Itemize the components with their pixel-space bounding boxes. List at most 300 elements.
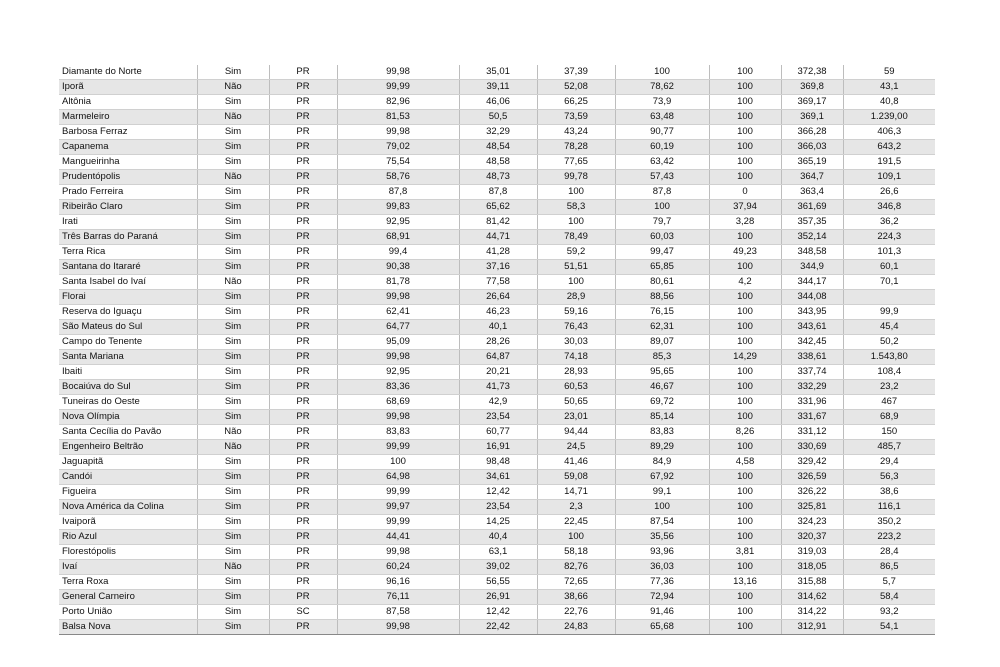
value1-cell: 99,98 [337,350,459,365]
value7-cell: 116,1 [843,500,935,515]
flag-cell: Sim [197,605,269,620]
table-row [59,290,935,305]
value3-cell: 100 [537,275,615,290]
value4-cell: 100 [615,200,709,215]
value6-cell: 319,03 [781,545,843,560]
uf-cell: PR [269,95,337,110]
value2-cell: 56,55 [459,575,537,590]
flag-cell: Não [197,440,269,455]
value1-cell: 99,97 [337,500,459,515]
value3-cell: 82,76 [537,560,615,575]
uf-cell: PR [269,215,337,230]
uf-cell: PR [269,530,337,545]
value5-cell: 100 [709,410,781,425]
value5-cell: 100 [709,140,781,155]
table-row [59,515,935,530]
value5-cell: 100 [709,260,781,275]
value7-cell: 5,7 [843,575,935,590]
municipio-cell: Balsa Nova [59,620,197,635]
value1-cell: 92,95 [337,365,459,380]
value5-cell: 100 [709,110,781,125]
value7-cell: 29,4 [843,455,935,470]
table-row [59,170,935,185]
value7-cell: 60,1 [843,260,935,275]
value2-cell: 65,62 [459,200,537,215]
value4-cell: 100 [615,500,709,515]
value3-cell: 37,39 [537,65,615,80]
value6-cell: 369,1 [781,110,843,125]
value1-cell: 99,99 [337,440,459,455]
value1-cell: 95,09 [337,335,459,350]
value6-cell: 343,95 [781,305,843,320]
value1-cell: 99,98 [337,290,459,305]
value7-cell: 485,7 [843,440,935,455]
flag-cell: Sim [197,320,269,335]
value3-cell: 23,01 [537,410,615,425]
value4-cell: 63,48 [615,110,709,125]
uf-cell: PR [269,515,337,530]
municipio-cell: Diamante do Norte [59,65,197,80]
value2-cell: 40,1 [459,320,537,335]
table-row [59,380,935,395]
flag-cell: Não [197,110,269,125]
uf-cell: PR [269,470,337,485]
municipio-cell: Bocaiúva do Sul [59,380,197,395]
uf-cell: PR [269,575,337,590]
flag-cell: Sim [197,215,269,230]
value5-cell: 100 [709,65,781,80]
uf-cell: PR [269,110,337,125]
value1-cell: 92,95 [337,215,459,230]
value6-cell: 312,91 [781,620,843,635]
municipio-cell: Ivaiporã [59,515,197,530]
value2-cell: 23,54 [459,500,537,515]
value1-cell: 90,38 [337,260,459,275]
flag-cell: Sim [197,590,269,605]
value1-cell: 83,36 [337,380,459,395]
value1-cell: 44,41 [337,530,459,545]
table-row [59,560,935,575]
value3-cell: 99,78 [537,170,615,185]
municipio-cell: Santa Cecília do Pavão [59,425,197,440]
table-row [59,395,935,410]
value4-cell: 69,72 [615,395,709,410]
value6-cell: 330,69 [781,440,843,455]
uf-cell: PR [269,365,337,380]
value4-cell: 87,54 [615,515,709,530]
value7-cell: 643,2 [843,140,935,155]
value5-cell: 3,28 [709,215,781,230]
value4-cell: 80,61 [615,275,709,290]
value5-cell: 37,94 [709,200,781,215]
value4-cell: 100 [615,65,709,80]
value4-cell: 79,7 [615,215,709,230]
value2-cell: 63,1 [459,545,537,560]
value3-cell: 72,65 [537,575,615,590]
uf-cell: PR [269,245,337,260]
table-row [59,200,935,215]
value3-cell: 52,08 [537,80,615,95]
value3-cell: 100 [537,185,615,200]
municipio-cell: Iporã [59,80,197,95]
flag-cell: Sim [197,545,269,560]
value1-cell: 68,91 [337,230,459,245]
value4-cell: 85,14 [615,410,709,425]
uf-cell: SC [269,605,337,620]
flag-cell: Sim [197,140,269,155]
municipio-cell: Santana do Itararé [59,260,197,275]
value3-cell: 66,25 [537,95,615,110]
municipio-cell: Campo do Tenente [59,335,197,350]
value6-cell: 325,81 [781,500,843,515]
value3-cell: 59,16 [537,305,615,320]
value5-cell: 100 [709,125,781,140]
value7-cell: 1.239,00 [843,110,935,125]
value1-cell: 60,24 [337,560,459,575]
value6-cell: 361,69 [781,200,843,215]
value4-cell: 63,42 [615,155,709,170]
value5-cell: 100 [709,470,781,485]
table-row [59,470,935,485]
value3-cell: 2,3 [537,500,615,515]
value3-cell: 78,28 [537,140,615,155]
flag-cell: Sim [197,200,269,215]
value1-cell: 99,4 [337,245,459,260]
municipio-cell: Engenheiro Beltrão [59,440,197,455]
value5-cell: 100 [709,590,781,605]
value7-cell: 150 [843,425,935,440]
value2-cell: 44,71 [459,230,537,245]
value2-cell: 26,64 [459,290,537,305]
municipio-cell: Marmeleiro [59,110,197,125]
uf-cell: PR [269,560,337,575]
municipio-cell: Porto União [59,605,197,620]
value3-cell: 28,9 [537,290,615,305]
value5-cell: 100 [709,395,781,410]
value4-cell: 76,15 [615,305,709,320]
value6-cell: 314,62 [781,590,843,605]
value4-cell: 67,92 [615,470,709,485]
flag-cell: Sim [197,125,269,140]
value7-cell: 86,5 [843,560,935,575]
value1-cell: 100 [337,455,459,470]
value2-cell: 40,4 [459,530,537,545]
value6-cell: 343,61 [781,320,843,335]
flag-cell: Não [197,560,269,575]
value5-cell: 100 [709,320,781,335]
value3-cell: 41,46 [537,455,615,470]
value6-cell: 344,17 [781,275,843,290]
value6-cell: 364,7 [781,170,843,185]
value7-cell: 108,4 [843,365,935,380]
table-row [59,215,935,230]
value7-cell: 38,6 [843,485,935,500]
municipio-cell: Mangueirinha [59,155,197,170]
table-row [59,140,935,155]
uf-cell: PR [269,485,337,500]
municipio-cell: Tuneiras do Oeste [59,395,197,410]
flag-cell: Sim [197,470,269,485]
value4-cell: 89,29 [615,440,709,455]
value2-cell: 50,5 [459,110,537,125]
uf-cell: PR [269,230,337,245]
uf-cell: PR [269,350,337,365]
table-row [59,275,935,290]
value5-cell: 100 [709,380,781,395]
uf-cell: PR [269,125,337,140]
value7-cell: 36,2 [843,215,935,230]
value1-cell: 83,83 [337,425,459,440]
value4-cell: 36,03 [615,560,709,575]
uf-cell: PR [269,170,337,185]
value6-cell: 366,28 [781,125,843,140]
value3-cell: 38,66 [537,590,615,605]
municipio-cell: Ivaí [59,560,197,575]
value6-cell: 331,12 [781,425,843,440]
value2-cell: 87,8 [459,185,537,200]
value7-cell: 93,2 [843,605,935,620]
value4-cell: 60,19 [615,140,709,155]
value2-cell: 48,58 [459,155,537,170]
value7-cell: 1.543,80 [843,350,935,365]
flag-cell: Sim [197,65,269,80]
value1-cell: 99,99 [337,80,459,95]
value6-cell: 338,61 [781,350,843,365]
flag-cell: Não [197,275,269,290]
value3-cell: 50,65 [537,395,615,410]
value4-cell: 60,03 [615,230,709,245]
uf-cell: PR [269,335,337,350]
value6-cell: 344,9 [781,260,843,275]
value2-cell: 77,58 [459,275,537,290]
municipio-cell: Altônia [59,95,197,110]
value4-cell: 77,36 [615,575,709,590]
value7-cell: 26,6 [843,185,935,200]
data-table [59,65,935,635]
table-row [59,320,935,335]
value6-cell: 366,03 [781,140,843,155]
table-body [59,65,935,635]
value3-cell: 58,18 [537,545,615,560]
municipio-cell: Candói [59,470,197,485]
value2-cell: 42,9 [459,395,537,410]
municipio-cell: Três Barras do Paraná [59,230,197,245]
value7-cell: 191,5 [843,155,935,170]
value1-cell: 99,98 [337,410,459,425]
value7-cell: 58,4 [843,590,935,605]
table-row [59,65,935,80]
table-row [59,365,935,380]
value7-cell: 109,1 [843,170,935,185]
uf-cell: PR [269,320,337,335]
value6-cell: 326,59 [781,470,843,485]
value6-cell: 342,45 [781,335,843,350]
value3-cell: 14,71 [537,485,615,500]
value6-cell: 315,88 [781,575,843,590]
value5-cell: 100 [709,500,781,515]
flag-cell: Sim [197,260,269,275]
value7-cell: 406,3 [843,125,935,140]
uf-cell: PR [269,140,337,155]
value2-cell: 12,42 [459,605,537,620]
municipio-cell: General Carneiro [59,590,197,605]
uf-cell: PR [269,380,337,395]
value5-cell: 100 [709,155,781,170]
flag-cell: Sim [197,155,269,170]
value1-cell: 99,98 [337,620,459,635]
value4-cell: 90,77 [615,125,709,140]
value5-cell: 100 [709,305,781,320]
flag-cell: Não [197,425,269,440]
value5-cell: 100 [709,95,781,110]
value1-cell: 99,98 [337,125,459,140]
value2-cell: 81,42 [459,215,537,230]
value6-cell: 331,67 [781,410,843,425]
value5-cell: 100 [709,530,781,545]
value4-cell: 93,96 [615,545,709,560]
uf-cell: PR [269,455,337,470]
flag-cell: Sim [197,455,269,470]
uf-cell: PR [269,80,337,95]
value2-cell: 16,91 [459,440,537,455]
value1-cell: 58,76 [337,170,459,185]
value7-cell: 40,8 [843,95,935,110]
uf-cell: PR [269,305,337,320]
value6-cell: 369,17 [781,95,843,110]
value5-cell: 100 [709,515,781,530]
municipio-cell: Prudentópolis [59,170,197,185]
municipio-cell: São Mateus do Sul [59,320,197,335]
value3-cell: 51,51 [537,260,615,275]
value5-cell: 100 [709,605,781,620]
municipio-cell: Santa Isabel do Ivaí [59,275,197,290]
value7-cell [843,290,935,305]
value7-cell: 23,2 [843,380,935,395]
uf-cell: PR [269,290,337,305]
municipio-cell: Figueira [59,485,197,500]
value4-cell: 85,3 [615,350,709,365]
table-row [59,605,935,620]
value3-cell: 28,93 [537,365,615,380]
uf-cell: PR [269,410,337,425]
value7-cell: 43,1 [843,80,935,95]
uf-cell: PR [269,425,337,440]
value2-cell: 39,11 [459,80,537,95]
value5-cell: 14,29 [709,350,781,365]
value7-cell: 54,1 [843,620,935,635]
value5-cell: 100 [709,230,781,245]
value5-cell: 100 [709,485,781,500]
table-row [59,545,935,560]
flag-cell: Sim [197,410,269,425]
value5-cell: 4,2 [709,275,781,290]
value5-cell: 100 [709,290,781,305]
flag-cell: Sim [197,245,269,260]
table-row [59,620,935,635]
municipio-cell: Florai [59,290,197,305]
value1-cell: 87,8 [337,185,459,200]
value5-cell: 100 [709,440,781,455]
value7-cell: 56,3 [843,470,935,485]
table-row [59,455,935,470]
flag-cell: Não [197,170,269,185]
value4-cell: 35,56 [615,530,709,545]
value5-cell: 4,58 [709,455,781,470]
value3-cell: 59,08 [537,470,615,485]
value2-cell: 39,02 [459,560,537,575]
value7-cell: 350,2 [843,515,935,530]
uf-cell: PR [269,395,337,410]
value6-cell: 363,4 [781,185,843,200]
municipio-cell: Ibaiti [59,365,197,380]
value7-cell: 70,1 [843,275,935,290]
value1-cell: 81,78 [337,275,459,290]
municipio-cell: Jaguapitã [59,455,197,470]
value4-cell: 91,46 [615,605,709,620]
value2-cell: 26,91 [459,590,537,605]
value2-cell: 46,06 [459,95,537,110]
value2-cell: 48,54 [459,140,537,155]
table-row [59,335,935,350]
value4-cell: 88,56 [615,290,709,305]
value1-cell: 96,16 [337,575,459,590]
flag-cell: Sim [197,95,269,110]
municipio-cell: Barbosa Ferraz [59,125,197,140]
value3-cell: 30,03 [537,335,615,350]
value2-cell: 48,73 [459,170,537,185]
flag-cell: Sim [197,335,269,350]
value1-cell: 99,99 [337,485,459,500]
value4-cell: 65,85 [615,260,709,275]
value7-cell: 68,9 [843,410,935,425]
value6-cell: 320,37 [781,530,843,545]
value6-cell: 357,35 [781,215,843,230]
value5-cell: 100 [709,560,781,575]
value5-cell: 13,16 [709,575,781,590]
value2-cell: 41,28 [459,245,537,260]
value3-cell: 43,24 [537,125,615,140]
flag-cell: Sim [197,185,269,200]
value1-cell: 82,96 [337,95,459,110]
value6-cell: 352,14 [781,230,843,245]
table-row [59,185,935,200]
value5-cell: 100 [709,170,781,185]
value3-cell: 60,53 [537,380,615,395]
table-row [59,425,935,440]
value1-cell: 81,53 [337,110,459,125]
value3-cell: 22,45 [537,515,615,530]
value2-cell: 23,54 [459,410,537,425]
value2-cell: 28,26 [459,335,537,350]
uf-cell: PR [269,185,337,200]
value3-cell: 24,83 [537,620,615,635]
value1-cell: 99,83 [337,200,459,215]
value4-cell: 89,07 [615,335,709,350]
value1-cell: 99,98 [337,65,459,80]
value2-cell: 12,42 [459,485,537,500]
value3-cell: 22,76 [537,605,615,620]
value5-cell: 100 [709,80,781,95]
value1-cell: 68,69 [337,395,459,410]
value1-cell: 79,02 [337,140,459,155]
municipio-cell: Ribeirão Claro [59,200,197,215]
value2-cell: 32,29 [459,125,537,140]
flag-cell: Sim [197,620,269,635]
value7-cell: 28,4 [843,545,935,560]
flag-cell: Sim [197,230,269,245]
value1-cell: 76,11 [337,590,459,605]
uf-cell: PR [269,65,337,80]
